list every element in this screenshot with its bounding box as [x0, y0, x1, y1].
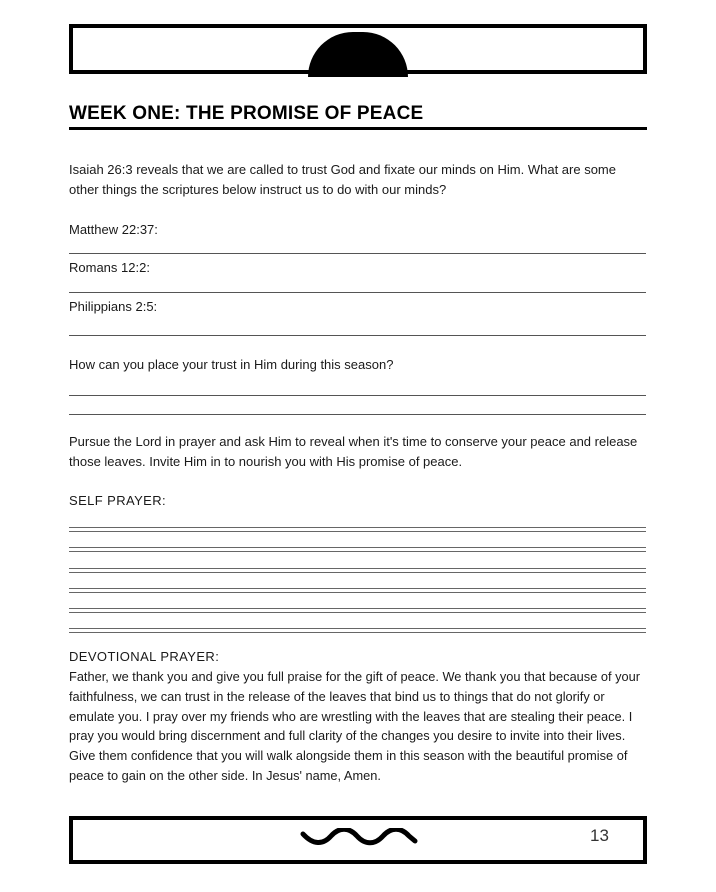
verse-label-romans: Romans 12:2:: [69, 260, 150, 275]
self-prayer-line-1[interactable]: [69, 527, 646, 532]
verse-label-matthew: Matthew 22:37:: [69, 222, 158, 237]
answer-line-philippians[interactable]: [69, 335, 646, 336]
devotional-prayer-body: Father, we thank you and give you full praise for the gift of peace. We thank you that because of your faithfulness, we can trust in the release of the leaves that bind us to things that do not glorify or emulate you. I pray over my friends who are wrestling with the leaves that are stealing their peace. I pray you would bring discernment and full clarity of the changes you desire to invite into their lives. Give them confidence that you will walk alongside them in this season with the beautiful promise of peace to gain on the other side. In Jesus' name, Amen.: [69, 669, 640, 783]
answer-line-matthew[interactable]: [69, 253, 646, 254]
title-underline: [69, 127, 647, 130]
verse-label-philippians: Philippians 2:5:: [69, 299, 158, 314]
answer-line-trust-1[interactable]: [69, 395, 646, 396]
page-number: 13: [590, 826, 609, 845]
answer-line-romans[interactable]: [69, 292, 646, 293]
self-prayer-heading: SELF PRAYER:: [69, 493, 167, 508]
self-prayer-line-5[interactable]: [69, 608, 646, 613]
answer-line-trust-2[interactable]: [69, 414, 646, 415]
pursue-paragraph: Pursue the Lord in prayer and ask Him to reveal when it's time to conserve your peace and release those leaves. Invite Him in to nourish you with His promise of peace.: [69, 434, 638, 469]
self-prayer-line-4[interactable]: [69, 588, 646, 593]
page-title: WEEK ONE: THE PROMISE OF PEACE: [69, 103, 424, 124]
self-prayer-line-6[interactable]: [69, 628, 646, 633]
trust-question: How can you place your trust in Him during this season?: [69, 357, 394, 372]
devotional-prayer-heading: DEVOTIONAL PRAYER:: [69, 649, 220, 664]
self-prayer-line-3[interactable]: [69, 568, 646, 573]
squiggle-ornament: [300, 828, 420, 848]
intro-question: Isaiah 26:3 reveals that we are called to trust God and fixate our minds on Him. What are some other things the scriptures below instruct us to do with our minds?: [69, 162, 616, 197]
self-prayer-line-2[interactable]: [69, 547, 646, 552]
